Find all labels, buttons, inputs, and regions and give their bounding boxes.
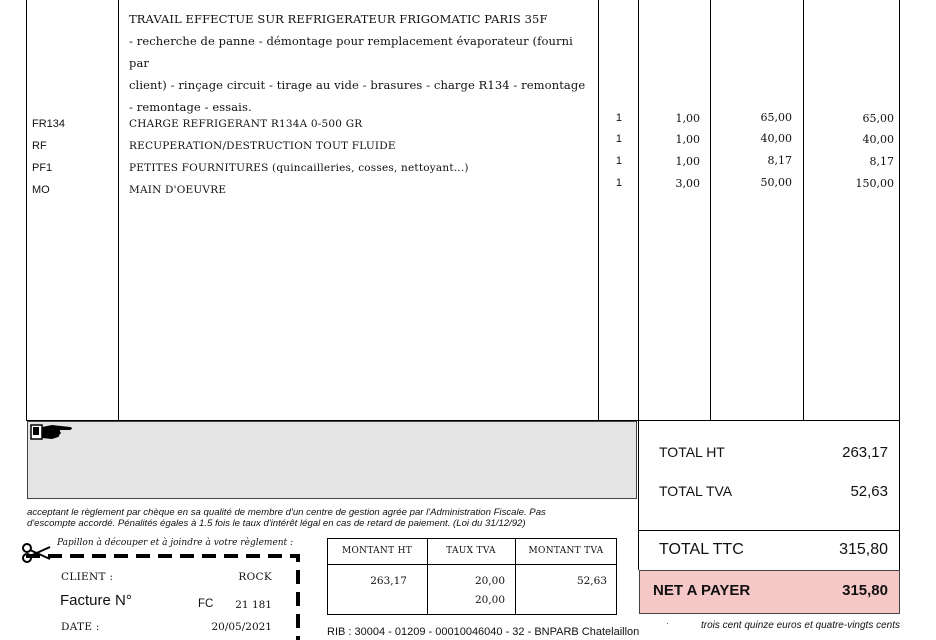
notes-box: [27, 421, 637, 499]
item-unit-price: 40,00: [760, 132, 792, 145]
table-col-divider-price: [803, 0, 804, 421]
table-col-divider-desc: [598, 0, 599, 421]
work-line: - remontage - essais.: [129, 100, 252, 114]
item-qty: 1: [615, 177, 622, 189]
item-unit-price: 50,00: [760, 176, 792, 189]
item-description: PETITES FOURNITURES (quincailleries, cosses, nettoyant...): [129, 162, 469, 174]
work-title: TRAVAIL EFFECTUE SUR REFRIGERATEUR FRIGOMATIC PARIS 35F: [129, 12, 548, 26]
rib-line: RIB : 30004 - 01209 - 00010046040 - 32 - BNPARB Chatelaillon: [327, 626, 640, 638]
dot-mark: ·: [666, 619, 669, 628]
total-ttc-value: 315,80: [839, 541, 888, 558]
item-total: 150,00: [855, 177, 894, 190]
date-label: DATE :: [61, 621, 100, 633]
pointing-hand-icon: [30, 423, 76, 441]
vat-table-header-rule: [327, 564, 617, 565]
item-code: MO: [32, 184, 50, 196]
amount-in-words: trois cent quinze euros et quatre-vingts cents: [701, 620, 900, 631]
totals-box: [638, 421, 900, 530]
item-total: 40,00: [862, 133, 894, 146]
table-col-divider-qty2: [710, 0, 711, 421]
vat-rate-value: 20,00: [474, 575, 505, 587]
item-quantity: 1,00: [675, 133, 700, 146]
client-label: CLIENT :: [61, 571, 114, 583]
item-code: PF1: [32, 162, 53, 174]
item-code: FR134: [32, 118, 66, 130]
vat-header-tva: MONTANT TVA: [528, 546, 604, 556]
total-ttc-label: TOTAL TTC: [659, 541, 744, 558]
total-tva-value: 52,63: [850, 483, 888, 500]
work-description: [129, 8, 594, 118]
item-quantity: 3,00: [675, 177, 700, 190]
item-code: RF: [32, 140, 47, 152]
item-unit-price: 65,00: [760, 111, 792, 124]
vat-tva-value: 52,63: [576, 575, 607, 587]
item-qty: 1: [615, 133, 622, 145]
table-row: [0, 176, 900, 206]
item-total: 8,17: [869, 155, 894, 168]
cut-instruction: Papillon à découper et à joindre à votre règlement :: [57, 538, 294, 548]
legal-notice-line: d'escompte accordé. Pénalités égales à 1.5 fois le taux d'intérêt légal en cas de retard de paiement. (Loi du 31/12/92): [27, 518, 526, 529]
invoice-number: 21 181: [235, 599, 272, 611]
net-to-pay-value: 315,80: [842, 582, 888, 599]
net-to-pay-label: NET A PAYER: [653, 582, 751, 599]
total-ht-value: 263,17: [842, 444, 888, 461]
table-col-divider-code: [118, 0, 119, 421]
invoice-prefix: FC: [198, 598, 214, 610]
item-description: MAIN D'OEUVRE: [129, 184, 227, 196]
item-total: 65,00: [862, 112, 894, 125]
vat-header-ht: MONTANT HT: [341, 546, 413, 556]
table-left-border: [26, 0, 27, 421]
total-ht-label: TOTAL HT: [659, 444, 725, 460]
item-unit-price: 8,17: [767, 154, 792, 167]
legal-notice-line: acceptant le règlement par chèque en sa qualité de membre d'un centre de gestion agrée par l'Administration Fiscale. Pas: [27, 507, 546, 518]
legal-notice: [27, 507, 639, 529]
item-qty: 1: [615, 112, 622, 124]
table-right-border: [899, 0, 900, 421]
work-line: client) - rinçage circuit - tirage au vide - brasures - charge R134 - remontage: [129, 78, 586, 92]
vat-rate-value: 20,00: [474, 594, 505, 606]
item-description: CHARGE REFRIGERANT R134A 0-500 GR: [129, 118, 363, 130]
item-quantity: 1,00: [675, 155, 700, 168]
item-description: RECUPERATION/DESTRUCTION TOUT FLUIDE: [129, 140, 396, 152]
total-tva-label: TOTAL TVA: [659, 483, 733, 499]
item-quantity: 1,00: [675, 112, 700, 125]
invoice-label: Facture N°: [60, 592, 132, 609]
vat-header-rate: TAUX TVA: [446, 546, 496, 556]
date-value: 20/05/2021: [211, 621, 272, 633]
table-col-divider-qty: [638, 0, 639, 421]
client-value: ROCK: [238, 571, 272, 583]
item-qty: 1: [615, 155, 622, 167]
work-line: - recherche de panne - démontage pour remplacement évaporateur (fourni par: [129, 34, 573, 70]
vat-ht-value: 263,17: [370, 575, 407, 587]
